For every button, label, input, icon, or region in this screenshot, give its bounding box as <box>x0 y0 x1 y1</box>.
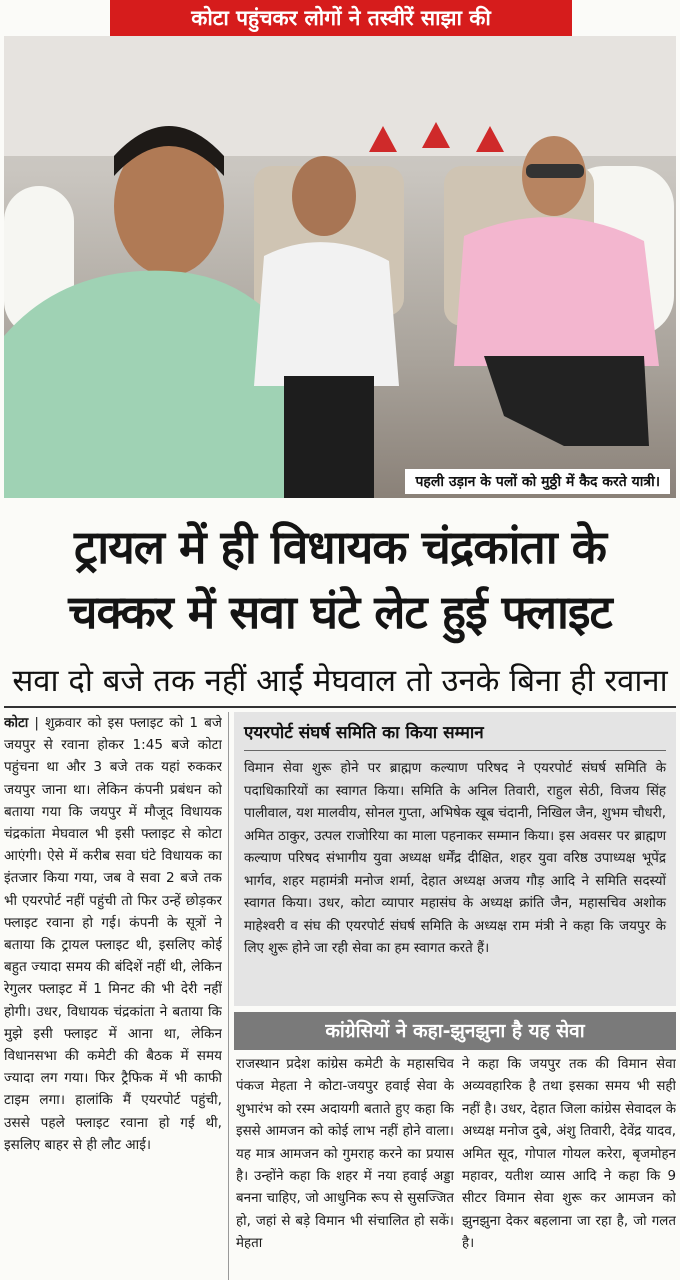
news-photo <box>4 36 676 498</box>
congress-article-col-2: ने कहा कि जयपुर तक की विमान सेवा अव्यवहारिक है तथा इसका समय भी सही नहीं है। उधर, देहात जिला कांग्रेस सेवादल के अध्यक्ष मनोज दुबे, अंशु तिवारी, देवेंद्र यादव, अमित सूद, गोपाल गोयल करेरा, बृजमोहन महावर, यतीश व्यास आदि ने कहा कि 9 सीटर विमान सेवा शुरू कर आमजन को झुनझुना देकर बहलाना जा रहा है, जो गलत है। <box>462 1057 676 1252</box>
subheadline: सवा दो बजे तक नहीं आईं मेघवाल तो उनके बिना ही रवाना <box>12 663 668 699</box>
passenger-middle <box>224 136 404 498</box>
congress-article-col-1: राजस्थान प्रदेश कांग्रेस कमेटी के महासचिव पंकज मेहता ने कोटा-जयपुर हवाई सेवा के शुभारंभ को रस्म अदायगी बताते हुए कहा कि इससे आमजन को कोई लाभ नहीं होने वाला। यह मात्र आमजन को गुमराह करने का प्रयास है। उन्होंने कहा कि शहर में नया हवाई अड्डा बनना चाहिए, जो आधुनिक रूप से सुसज्जित हो, जहां से बड़े विमान भी संचालित हो सकें। मेहता <box>236 1057 454 1252</box>
committee-honour-box <box>234 712 676 1006</box>
headline-line-2: चक्कर में सवा घंटे लेट हुई फ्लाइट <box>68 585 612 639</box>
photo-caption: पहली उड़ान के पलों को मुठ्ठी में कैद करते यात्री। <box>405 469 670 494</box>
headline-line-1: ट्रायल में ही विधायक चंद्रकांता के <box>74 520 606 574</box>
left-article: कोटा | शुक्रवार को इस फ्लाइट को 1 बजे जयपुर से रवाना होकर 1:45 बजे कोटा पहुंचना था और 3 बजे तक यहां रुककर जयपुर जाना था। लेकिन कंपनी प्रबंधन को बताया गया कि जयपुर में मौजूद विधायक चंद्रकांता मेघवाल भी इसी फ्लाइट से कोटा आएंगी। ऐसे में करीब सवा घंटे विधायक का इंतजार किया गया, जब वे सवा 2 बजे तक भी एयरपोर्ट नहीं पहुंची तो फिर उन्हें छोड़कर फ्लाइट रवाना हो गई। कंपनी के सूत्रों ने बताया कि ट्रायल फ्लाइट थी, इसलिए कोई बहुत ज्यादा समय की बंदिशें नहीं थी, लेकिन रेगुलर फ्लाइट में 1 मिनट की भी देरी नहीं होगी। उधर, विधायक चंद्रकांता ने बताया कि मुझे इसी फ्लाइट में आना था, लेकिन विधानसभा की कमेटी की बैठक में समय ज्यादा लग गया। फिर ट्रैफिक में भी काफी टाइम लगा। हालांकि मैं एयरपोर्ट पहुंची, उससे पहले फ्लाइट रवाना हो गई थी, इसलिए बाहर से ही लौट आई। <box>4 715 222 1153</box>
box-body: विमान सेवा शुरू होने पर ब्राह्मण कल्याण परिषद ने एयरपोर्ट संघर्ष समिति के पदाधिकारियों का स्वागत किया। समिति के अनिल तिवारी, राहुल सेठी, विजय सिंह पालीवाल, यश मालवीय, सोनल गुप्ता, अभिषेक खूब चंदानी, निखिल जैन, शुभम चौधरी, अमित ठाकुर, उत्पल राजोरिया का माला पहनाकर सम्मान किया। इस अवसर पर ब्राह्मण कल्याण परिषद संभागीय युवा अध्यक्ष धर्मेंद्र दीक्षित, शहर युवा वरिष्ठ उपाध्यक्ष भूपेंद्र भार्गव, शहर महामंत्री मनोज शर्मा, देहात अध्यक्ष अजय गौड़ आदि ने समिति सदस्यों स्वागत किया। उधर, कोटा व्यापार महासंघ के अध्यक्ष क्रांति जैन, महासचिव अशोक माहेश्वरी व संघ की एयरपोर्ट संघर्ष समिति के अध्यक्ष राम मंत्री ने कहा कि जयपुर के लिए शुरू होने जा रही सेवा का हम स्वागत करते हैं। <box>244 761 666 956</box>
passenger-right <box>444 116 676 498</box>
left-article-body: शुक्रवार को इस फ्लाइट को 1 बजे जयपुर से रवाना होकर 1:45 बजे कोटा पहुंचना था और 3 बजे तक यहां रुककर जयपुर जाना था। लेकिन कंपनी प्रबंधन को बताया गया कि जयपुर में मौजूद विधायक चंद्रकांता मेघवाल भी इसी फ्लाइट से कोटा आएंगी। ऐसे में करीब सवा घंटे विधायक का इंतजार किया गया, जब वे सवा 2 बजे तक भी एयरपोर्ट नहीं पहुंची तो फिर उन्हें छोड़कर फ्लाइट रवाना हो गई। कंपनी के सूत्रों ने बताया कि ट्रायल फ्लाइट थी, इसलिए कोई बहुत ज्यादा समय की बंदिशें नहीं थी, लेकिन रेगुलर फ्लाइट में 1 मिनट की भी देरी नहीं होगी। उधर, विधायक चंद्रकांता ने बताया कि मुझे इसी फ्लाइट में आना था, लेकिन विधानसभा की कमेटी की बैठक में समय ज्यादा लग गया। फिर ट्रैफिक में भी काफी टाइम लगा। हालांकि मैं एयरपोर्ट पहुंची, उससे पहले फ्लाइट रवाना हो गई थी, इसलिए बाहर से ही लौट आई। <box>4 715 222 1153</box>
box-divider <box>244 750 666 751</box>
top-banner: कोटा पहुंचकर लोगों ने तस्वीरें साझा की <box>110 0 572 36</box>
congress-section-title: कांग्रेसियों ने कहा-झुनझुना है यह सेवा <box>234 1012 676 1050</box>
box-title: एयरपोर्ट संघर्ष समिति का किया सम्मान <box>244 723 484 743</box>
section-rule <box>4 706 676 708</box>
column-divider <box>228 712 229 1280</box>
dateline: कोटा <box>4 715 29 731</box>
